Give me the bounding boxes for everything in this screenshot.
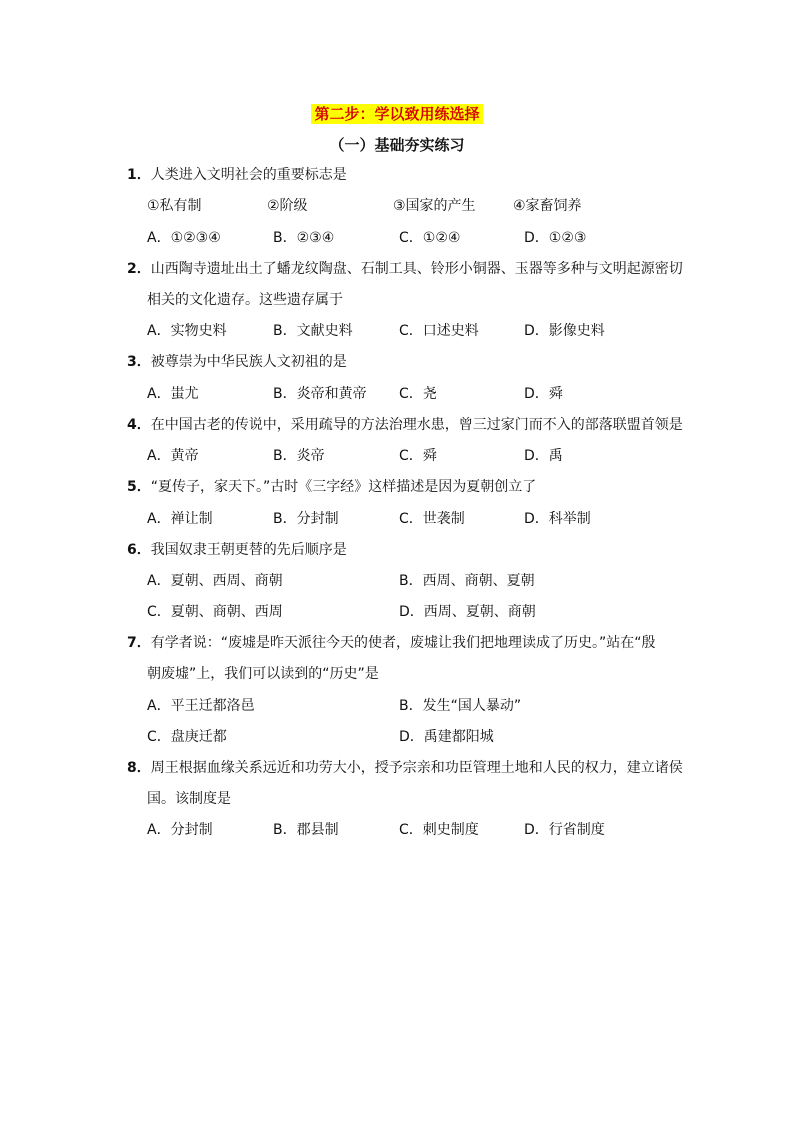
question-1-item-4: ④家畜饲养 — [513, 198, 582, 214]
question-text: 人类进入文明社会的重要标志是 — [150, 167, 347, 183]
question-5-stem — [127, 477, 536, 497]
question-2-stem-continued: 相关的文化遗存。这些遗存属于 — [147, 292, 343, 308]
question-7-option-a: A．平王迁都洛邑 — [147, 698, 255, 714]
question-1-item-2: ②阶级 — [267, 198, 308, 214]
question-5-option-c: C．世袭制 — [399, 511, 465, 527]
question-3-option-b: B．炎帝和黄帝 — [273, 386, 367, 402]
question-text: 被尊崇为中华民族人文初祖的是 — [150, 354, 347, 370]
question-6-option-c: C．夏朝、商朝、西周 — [147, 604, 283, 620]
question-6-option-d: D．西周、夏朝、商朝 — [399, 604, 536, 620]
question-3-option-c: C．尧 — [399, 386, 437, 402]
question-text: 在中国古老的传说中，采用疏导的方法治理水患，曾三过家门而不入的部落联盟首领是 — [150, 417, 683, 433]
question-1-option-c: C．①②④ — [399, 230, 461, 246]
question-5-option-d: D．科举制 — [524, 511, 591, 527]
question-6-option-b: B．西周、商朝、夏朝 — [399, 573, 535, 589]
question-2-option-c: C．口述史料 — [399, 323, 479, 339]
question-3-option-a: A．蚩尤 — [147, 386, 199, 402]
question-text: 周王根据血缘关系远近和功劳大小，授予宗亲和功臣管理土地和人民的权力，建立诸侯 — [150, 760, 683, 776]
question-8-option-d: D．行省制度 — [524, 822, 605, 838]
question-8-option-c: C．刺史制度 — [399, 822, 479, 838]
question-number: 1． — [127, 167, 151, 183]
section-title: （一）基础夯实练习 — [329, 136, 465, 154]
question-1-stem — [127, 165, 347, 185]
question-number: 2． — [127, 261, 151, 277]
question-number: 5． — [127, 479, 151, 495]
question-7-stem-continued: 朝废墟”上，我们可以读到的“历史”是 — [147, 666, 379, 682]
question-text: “夏传子，家天下。”古时《三字经》这样描述是因为夏朝创立了 — [150, 479, 537, 495]
question-number: 7． — [127, 635, 151, 651]
question-text: 我国奴隶王朝更替的先后顺序是 — [150, 542, 347, 558]
question-2-option-b: B．文献史料 — [273, 323, 353, 339]
question-1-item-1: ①私有制 — [147, 198, 202, 214]
question-4-option-b: B．炎帝 — [273, 448, 325, 464]
step-title-highlight: 第二步：学以致用练选择 — [311, 104, 482, 124]
question-5-option-b: B．分封制 — [273, 511, 339, 527]
question-8-stem-continued: 国。该制度是 — [147, 791, 231, 807]
question-7-option-c: C．盘庚迁都 — [147, 729, 227, 745]
question-2-option-d: D．影像史料 — [524, 323, 605, 339]
question-4-option-d: D．禹 — [524, 448, 563, 464]
question-number: 8． — [127, 760, 151, 776]
question-7-option-b: B．发生“国人暴动” — [399, 698, 522, 714]
question-6-stem — [127, 540, 347, 560]
question-text: 有学者说：“废墟是昨天派往今天的使者，废墟让我们把地理读成了历史。”站在“殷 — [150, 635, 656, 651]
question-number: 4． — [127, 417, 151, 433]
question-4-option-c: C．舜 — [399, 448, 437, 464]
question-7-stem — [127, 633, 656, 653]
question-text: 山西陶寺遗址出土了蟠龙纹陶盘、石制工具、铃形小铜器、玉器等多种与文明起源密切 — [150, 261, 683, 277]
question-3-option-d: D．舜 — [524, 386, 563, 402]
question-4-stem — [127, 415, 683, 435]
question-1-option-d: D．①②③ — [524, 230, 587, 246]
question-4-option-a: A．黄帝 — [147, 448, 199, 464]
step-title — [0, 103, 794, 124]
question-6-option-a: A．夏朝、西周、商朝 — [147, 573, 283, 589]
question-1-option-b: B．②③④ — [273, 230, 335, 246]
question-5-option-a: A．禅让制 — [147, 511, 213, 527]
question-2-stem — [127, 259, 683, 279]
question-7-option-d: D．禹建都阳城 — [399, 729, 494, 745]
question-8-stem — [127, 758, 683, 778]
question-1-option-a: A．①②③④ — [147, 230, 221, 246]
question-1-item-3: ③国家的产生 — [393, 198, 476, 214]
question-2-option-a: A．实物史料 — [147, 323, 227, 339]
question-number: 3． — [127, 354, 151, 370]
question-number: 6． — [127, 542, 151, 558]
question-8-option-b: B．郡县制 — [273, 822, 339, 838]
question-8-option-a: A．分封制 — [147, 822, 213, 838]
question-3-stem — [127, 352, 347, 372]
